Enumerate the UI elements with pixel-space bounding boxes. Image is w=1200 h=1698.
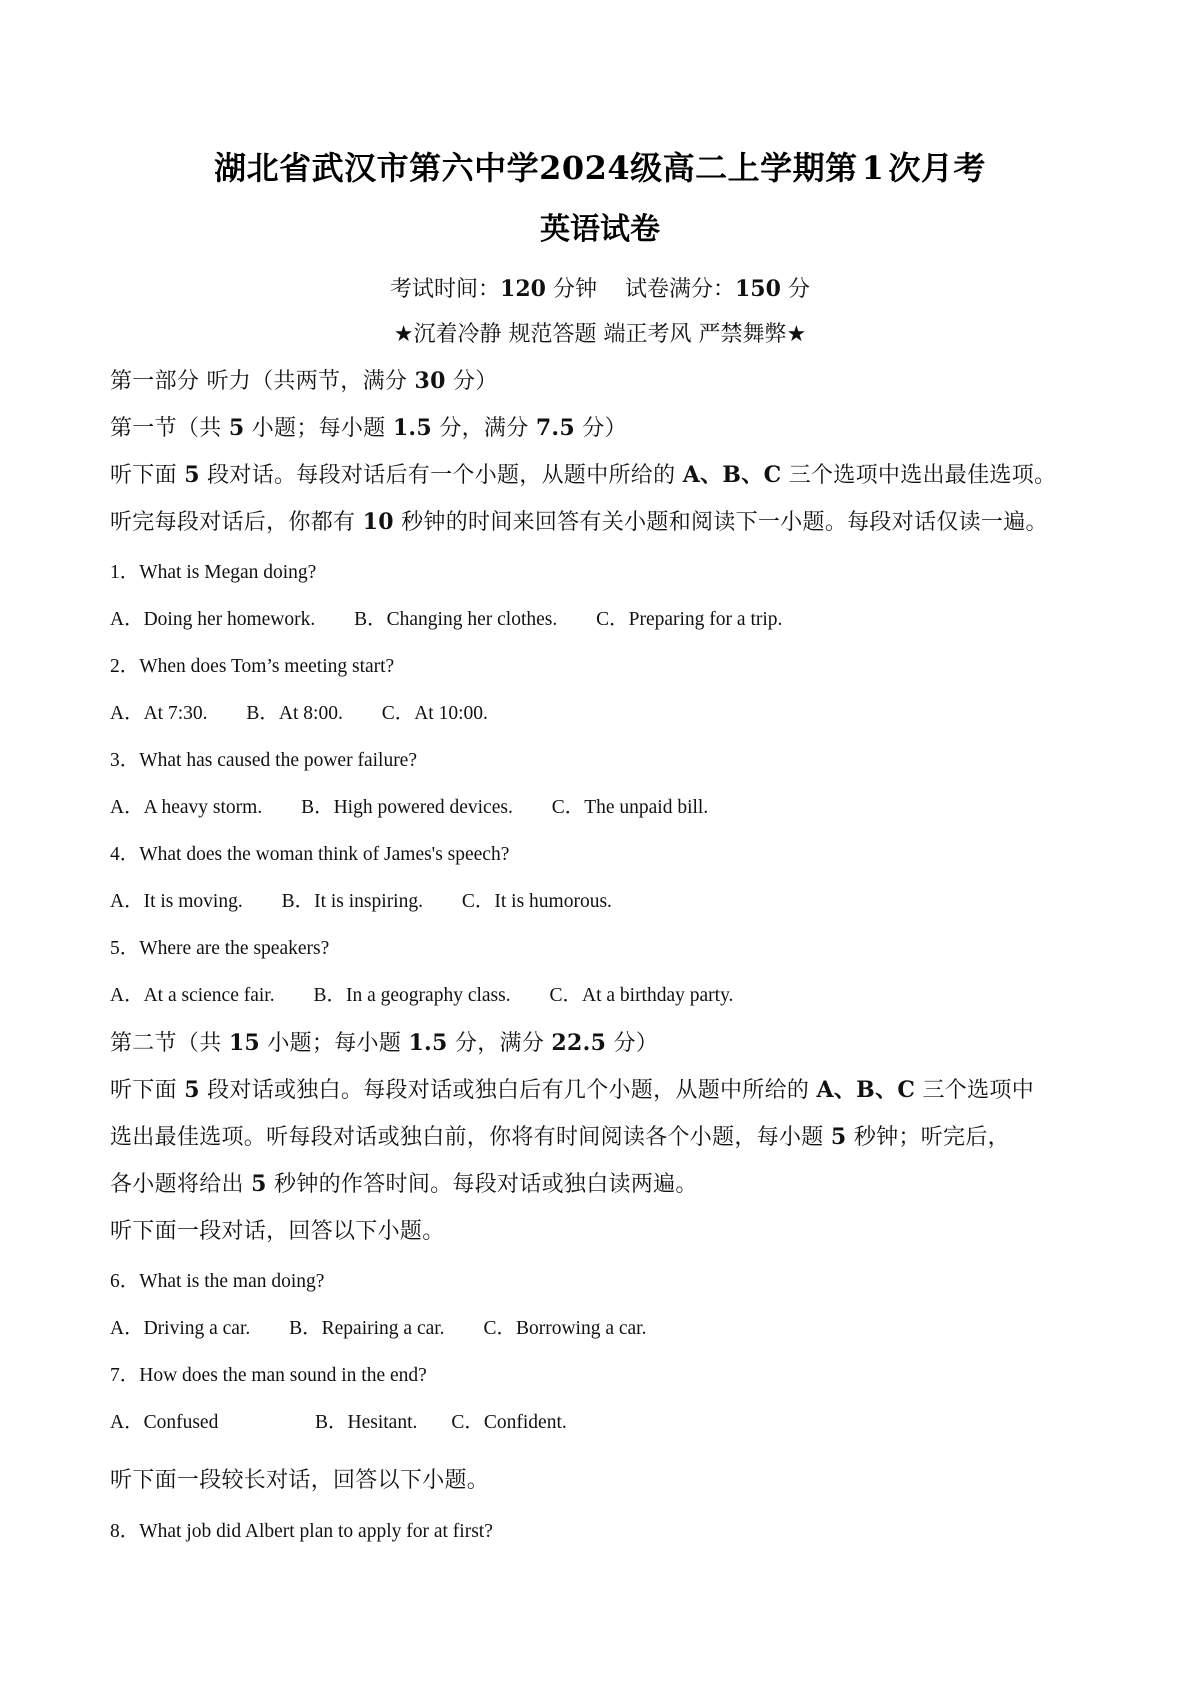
section2-instruction-line3: 各小题将给出 5 秒钟的作答时间。每段对话或独白读两遍。	[110, 1171, 698, 1197]
option-a[interactable]: A．A heavy storm.	[110, 797, 263, 818]
question-6: 6．What is the man doing?	[110, 1271, 325, 1292]
question-7-options	[110, 1406, 601, 1434]
section2-instruction-line1: 听下面 5 段对话或独白。每段对话或独白后有几个小题，从题中所给的 A、B、C 三个选项中	[110, 1077, 1035, 1103]
section1-heading: 第一节（共 5 小题；每小题 1.5 分，满分 7.5 分）	[110, 415, 627, 441]
option-b[interactable]: B．It is inspiring.	[281, 891, 423, 912]
part1-heading: 第一部分 听力（共两节，满分 30 分）	[110, 368, 498, 394]
dialog2-intro: 听下面一段较长对话，回答以下小题。	[110, 1468, 490, 1493]
option-c[interactable]: C．Preparing for a trip.	[596, 609, 783, 630]
option-c[interactable]: C．At a birthday party.	[549, 985, 734, 1006]
option-b[interactable]: B．Repairing a car.	[289, 1318, 445, 1339]
option-b[interactable]: B．Hesitant.	[315, 1412, 418, 1433]
section1-instruction-line1: 听下面 5 段对话。每段对话后有一个小题，从题中所给的 A、B、C 三个选项中选出最佳选项。	[110, 462, 1057, 488]
question-4-options	[110, 885, 646, 913]
section2-instruction-line2: 选出最佳选项。听每段对话或独白前，你将有时间阅读各个小题，每小题 5 秒钟；听完后，	[110, 1124, 1010, 1150]
option-b[interactable]: B．High powered devices.	[301, 797, 513, 818]
option-c[interactable]: C．At 10:00.	[381, 703, 488, 724]
question-7: 7．How does the man sound in the end?	[110, 1365, 427, 1386]
section1-instruction-line2: 听完每段对话后，你都有 10 秒钟的时间来回答有关小题和阅读下一小题。每段对话仅读一遍。	[110, 509, 1048, 535]
question-6-options	[110, 1312, 680, 1340]
dialog1-intro: 听下面一段对话，回答以下小题。	[110, 1219, 445, 1244]
option-a[interactable]: A．Doing her homework.	[110, 609, 316, 630]
option-c[interactable]: C．The unpaid bill.	[551, 797, 709, 818]
exam-motto: ★沉着冷静 规范答题 端正考风 严禁舞弊★	[393, 322, 807, 347]
question-4: 4．What does the woman think of James's speech?	[110, 844, 510, 865]
option-a[interactable]: A．Confused	[110, 1412, 219, 1433]
option-c[interactable]: C．Confident.	[451, 1412, 567, 1433]
exam-title: 湖北省武汉市第六中学2024级高二上学期第 1 次月考	[214, 149, 986, 187]
question-3-options	[110, 791, 742, 819]
question-2-options	[110, 697, 522, 725]
question-3: 3．What has caused the power failure?	[110, 750, 417, 771]
question-8: 8．What job did Albert plan to apply for at first?	[110, 1521, 493, 1542]
option-a[interactable]: A．At a science fair.	[110, 985, 275, 1006]
option-b[interactable]: B．In a geography class.	[313, 985, 511, 1006]
option-c[interactable]: C．Borrowing a car.	[483, 1318, 647, 1339]
question-1-options	[110, 603, 816, 631]
option-a[interactable]: A．Driving a car.	[110, 1318, 251, 1339]
question-5: 5．Where are the speakers?	[110, 938, 330, 959]
option-b[interactable]: B．Changing her clothes.	[354, 609, 558, 630]
question-1: 1．What is Megan doing?	[110, 562, 317, 583]
section2-heading: 第二节（共 15 小题；每小题 1.5 分，满分 22.5 分）	[110, 1030, 659, 1056]
option-a[interactable]: A．At 7:30.	[110, 703, 208, 724]
option-a[interactable]: A．It is moving.	[110, 891, 243, 912]
exam-subtitle: 英语试卷	[540, 212, 660, 247]
option-b[interactable]: B．At 8:00.	[246, 703, 343, 724]
question-5-options	[110, 979, 767, 1007]
option-c[interactable]: C．It is humorous.	[461, 891, 612, 912]
question-2: 2．When does Tom’s meeting start?	[110, 656, 395, 677]
exam-info: 考试时间：120 分钟 试卷满分：150 分	[390, 276, 810, 302]
